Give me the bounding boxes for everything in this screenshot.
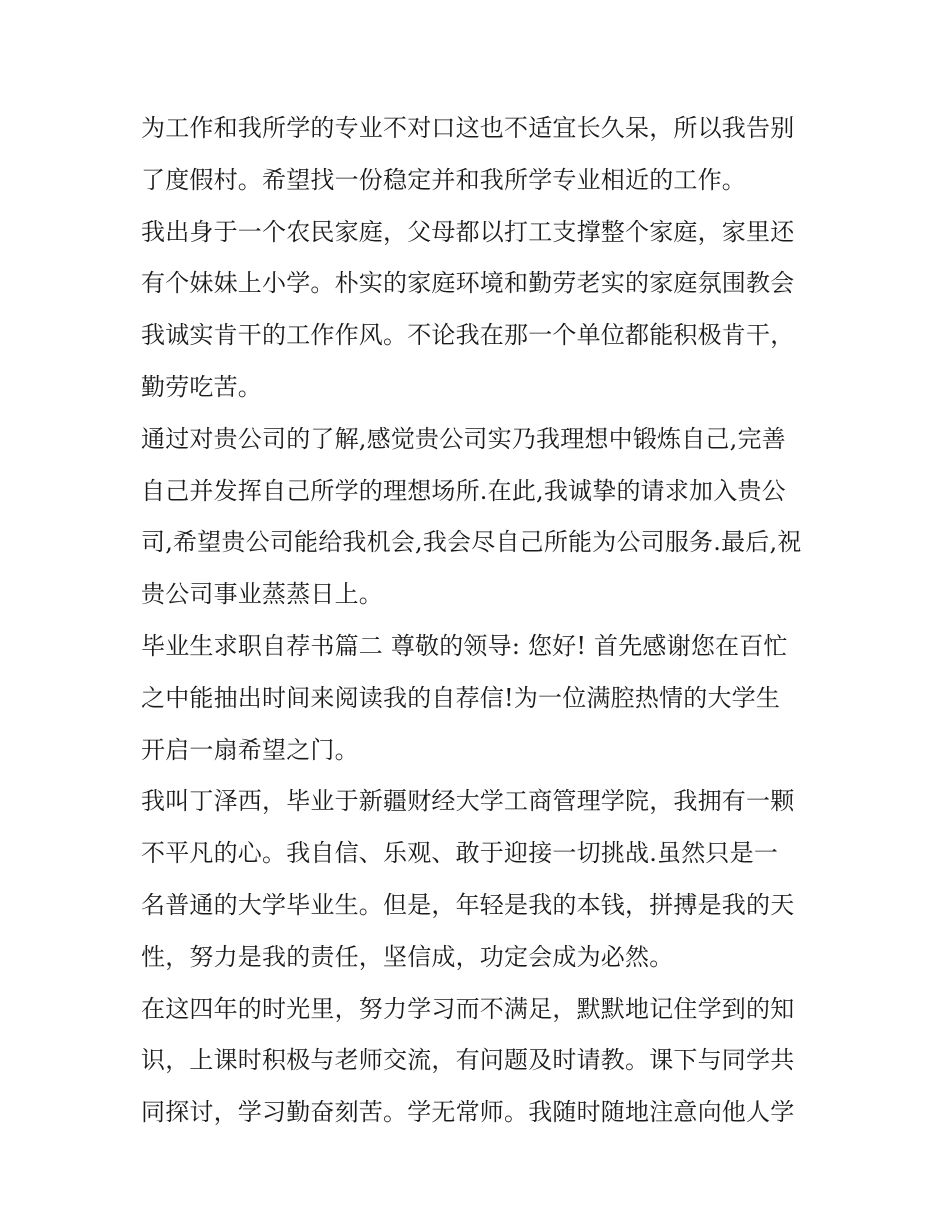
text-line: 通过对贵公司的了解,感觉贵公司实乃我理想中锻炼自己,完善 bbox=[141, 424, 786, 453]
text-line: 我出身于一个农民家庭，父母都以打工支撑整个家庭，家里还 bbox=[141, 217, 795, 246]
text-line: 自己并发挥自己所学的理想场所.在此,我诚挚的请求加入贵公 bbox=[141, 476, 786, 505]
text-line: 了度假村。希望找一份稳定并和我所学专业相近的工作。 bbox=[141, 165, 746, 194]
text-line: 名普通的大学毕业生。但是，年轻是我的本钱，拼搏是我的天 bbox=[141, 890, 795, 919]
text-line: 识，上课时积极与老师交流，有问题及时请教。课下与同学共 bbox=[141, 1046, 795, 1075]
text-line: 性，努力是我的责任，坚信成，功定会成为必然。 bbox=[141, 942, 674, 971]
text-line: 毕业生求职自荐书篇二 尊敬的领导: 您好! 首先感谢您在百忙 bbox=[141, 631, 788, 660]
text-line: 为工作和我所学的专业不对口这也不适宜长久呆，所以我告别 bbox=[141, 114, 795, 142]
document-body bbox=[141, 103, 821, 1139]
text-line: 开启一扇希望之门。 bbox=[141, 735, 359, 764]
text-line: 我诚实肯干的工作作风。不论我在那一个单位都能积极肯干， bbox=[141, 321, 795, 350]
text-line: 同探讨，学习勤奋刻苦。学无常师。我随时随地注意向他人学 bbox=[141, 1098, 795, 1127]
text-line: 之中能抽出时间来阅读我的自荐信!为一位满腔热情的大学生 bbox=[141, 683, 781, 712]
text-line: 勤劳吃苦。 bbox=[141, 372, 262, 401]
text-line: 司,希望贵公司能给我机会,我会尽自己所能为公司服务.最后,祝 bbox=[141, 528, 802, 557]
text-line: 有个妹妹上小学。朴实的家庭环境和勤劳老实的家庭氛围教会 bbox=[141, 269, 795, 298]
text-line: 不平凡的心。我自信、乐观、敢于迎接一切挑战.虽然只是一 bbox=[141, 839, 779, 868]
text-line: 贵公司事业蒸蒸日上。 bbox=[141, 580, 383, 609]
text-line: 我叫丁泽西，毕业于新疆财经大学工商管理学院，我拥有一颗 bbox=[141, 787, 795, 816]
text-line: 在这四年的时光里，努力学习而不满足，默默地记住学到的知 bbox=[141, 994, 795, 1023]
